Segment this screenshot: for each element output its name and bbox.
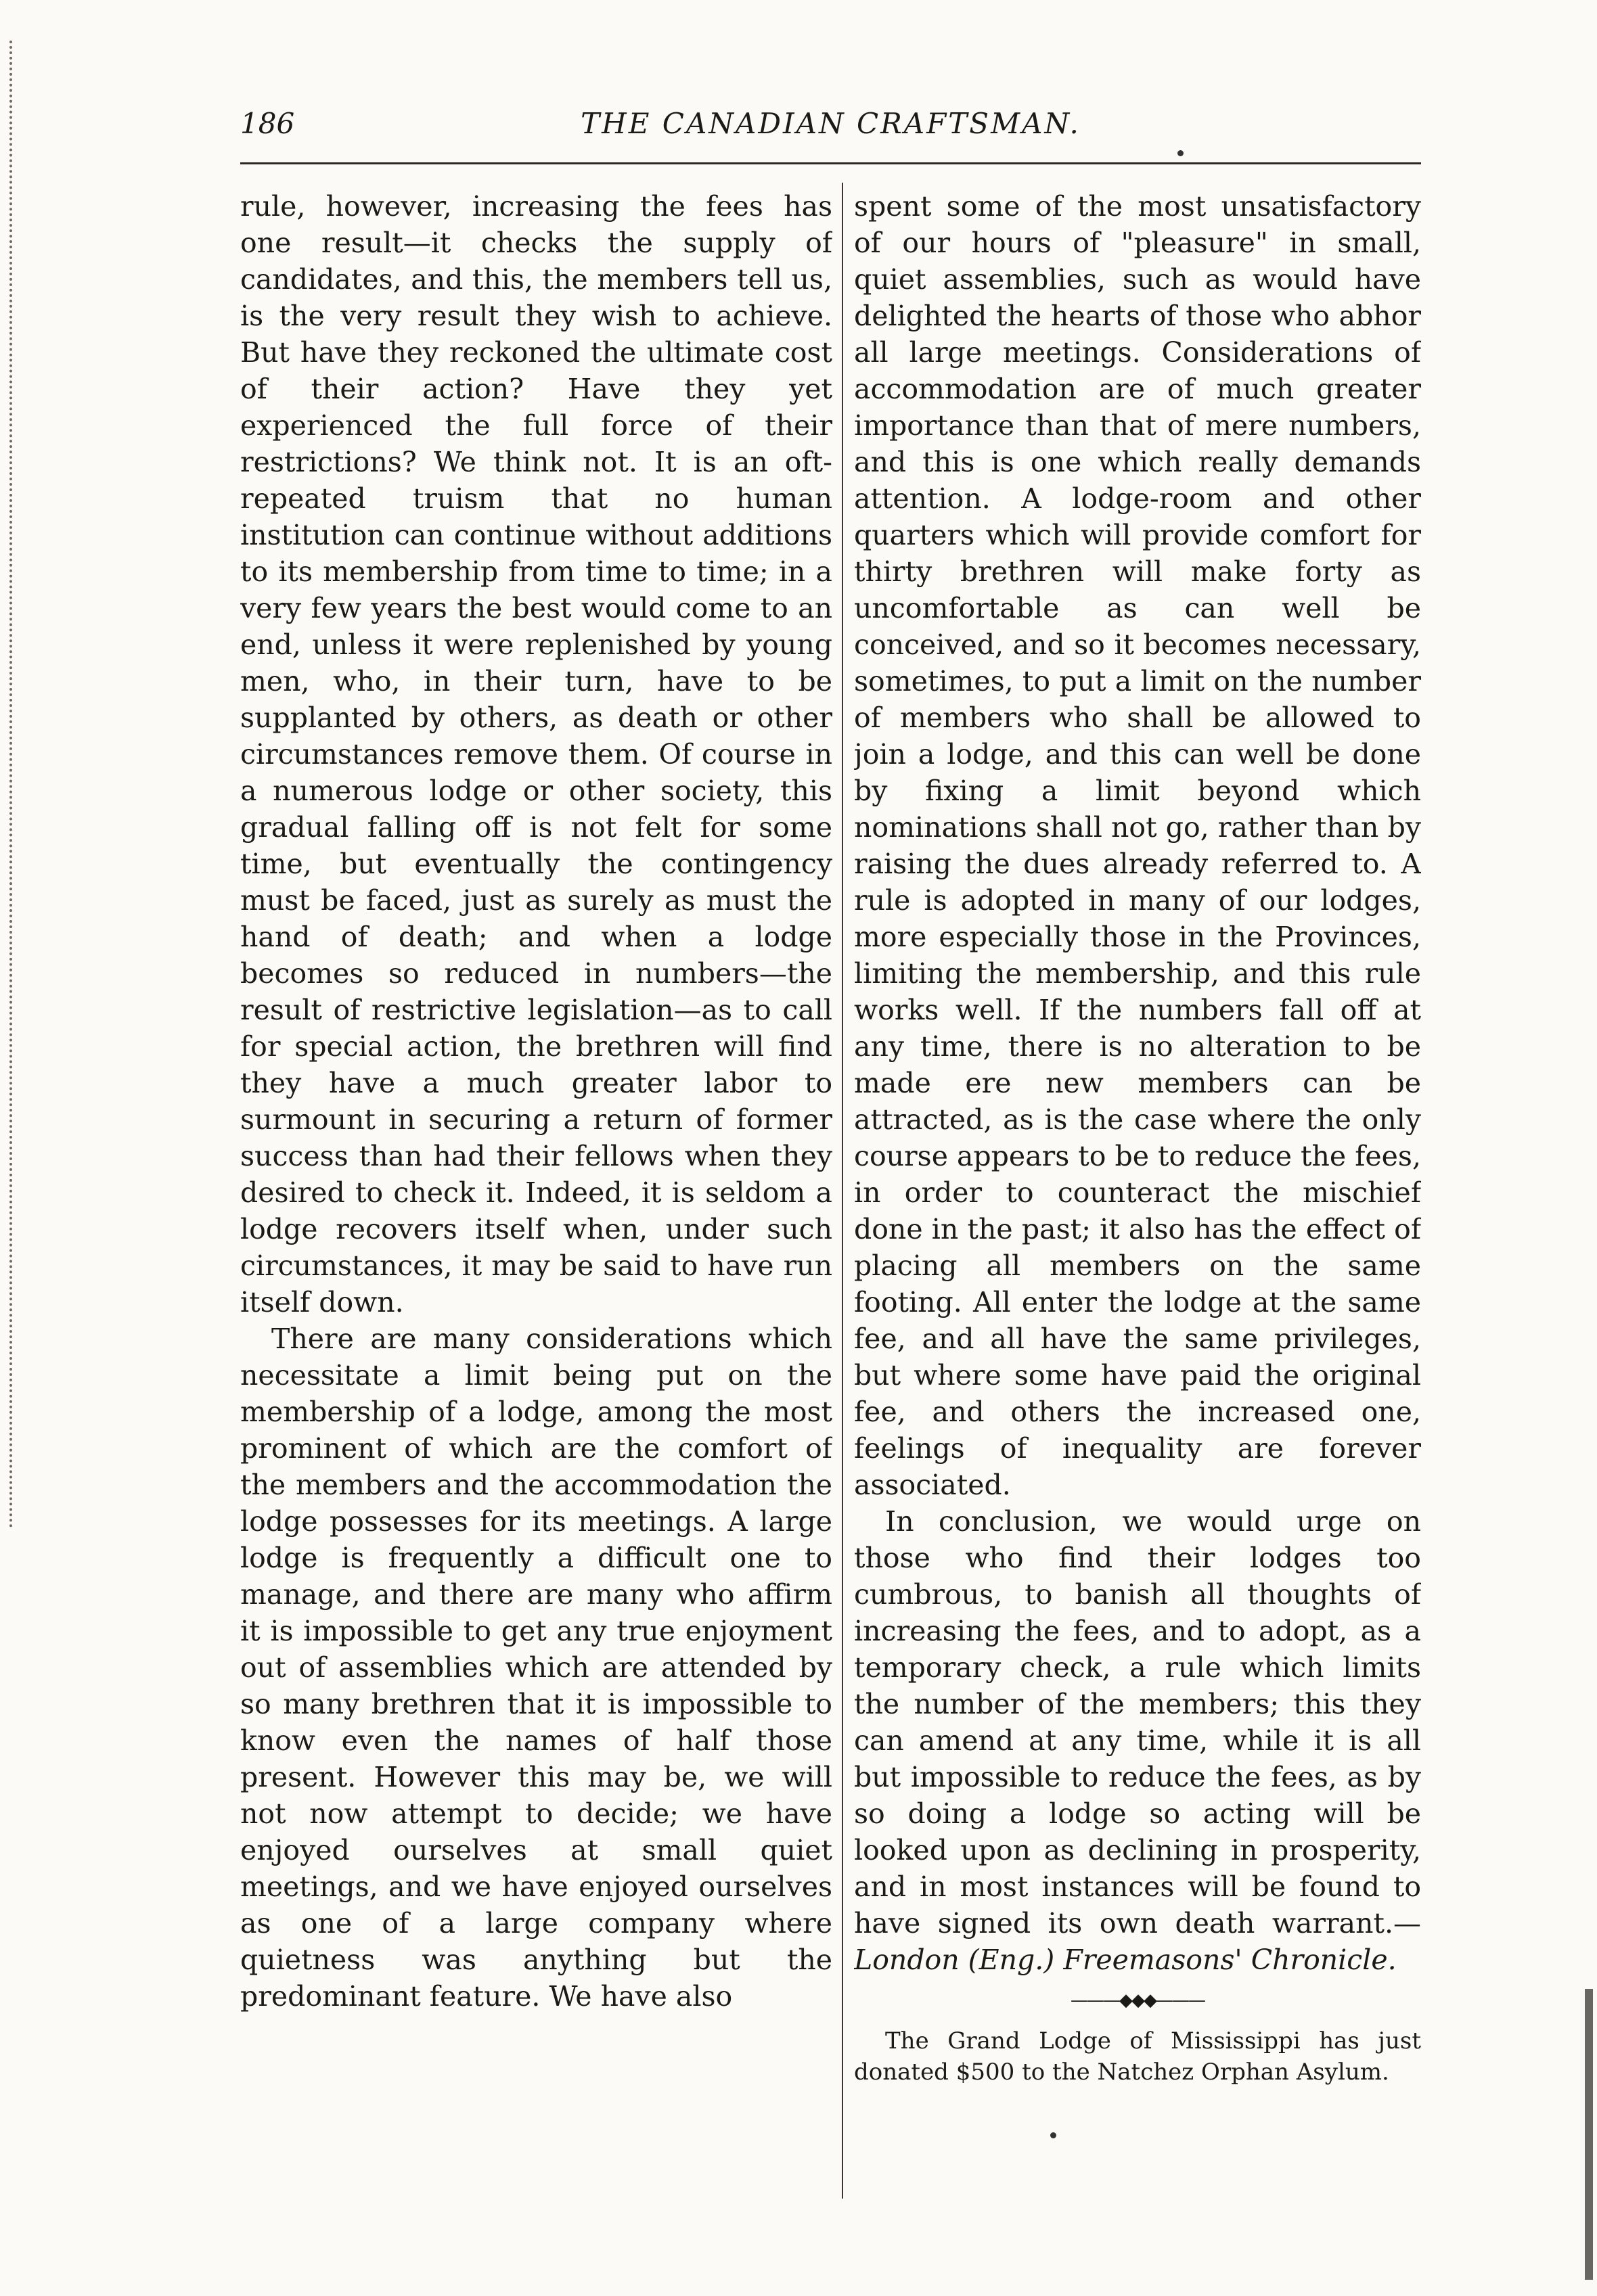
article-paragraph: spent some of the most unsatisfactory of our hours of "pleasure" in small, quiet assemblies, such as would have delighted the hearts of those who abhor all large meetings. Considerations of accommodation are of much greater importance than that of mere numbers, and this is one which really demands attention. A lodge-room and other quarters which will provide comfort for thirty brethren will make forty as uncomfortable as can well be conceived, and so it becomes necessary, sometimes, to put a limit on the number of members who shall be allowed to join a lodge, and this can well be done by fixing a limit beyond which nominations shall not go, rather than by raising the dues already referred to. A rule is adopted in many of our lodges, more especially those in the Provinces, limiting the membership, and this rule works well. If the numbers fall off at any time, there is no alteration to be made ere new members can be attracted, as is the case where the only course appears to be to reduce the fees, in order to counteract the mischief done in the past; it also has the effect of placing all members on the same footing. All enter the lodge at the same fee, and all have the same privileges, but where some have paid the original fee, and others the increased one, feelings of inequality are forever associated. <box>854 190 1421 1501</box>
article-paragraph <box>854 1503 1421 1978</box>
scan-edge-marks <box>9 41 18 1529</box>
running-title: THE CANADIAN CRAFTSMAN. <box>581 107 1081 140</box>
conclusion-text: In conclusion, we would urge on those who find their lodges too cumbrous, to banish all thoughts of increasing the fees, and to adopt, as a temporary check, a rule which limits the number of the members; this they can amend at any time, while it is all but impossible to reduce the fees, as by so doing a lodge so acting will be looked upon as declining in prosperity, and in most instances will be found to have signed its own death warrant.— <box>854 1505 1421 1939</box>
page-header <box>240 107 1421 154</box>
page-number: 186 <box>240 107 295 140</box>
column-divider <box>842 183 843 2199</box>
section-ornament: ———◆◆◆——— <box>1071 1990 1205 2011</box>
news-note: The Grand Lodge of Mississippi has just donated $500 to the Natchez Orphan Asylum. <box>854 2027 1421 2086</box>
header-rule <box>240 162 1421 164</box>
article-paragraph: rule, however, increasing the fees has one result—it checks the supply of candidates, and this, the members tell us, is the very result they wish to achieve. But have they reckoned the ultimate cost of their action? Have they yet experienced the full force of their restrictions? We think not. It is an oft-repeated truism that no human institution can continue without additions to its membership from time to time; in a very few years the best would come to an end, unless it were replenished by young men, who, in their turn, have to be supplanted by others, as death or other circumstances remove them. Of course in a numerous lodge or other society, this gradual falling off is not felt for some time, but eventually the contingency must be faced, just as surely as must the hand of death; and when a lodge becomes so reduced in numbers—the result of restrictive legislation—as to call for special action, the brethren will find they have a much greater labor to surmount in securing a return of former success than had their fellows when they desired to check it. Indeed, it is seldom a lodge recovers itself when, under such circumstances, it may be said to have run itself down. <box>240 190 832 1318</box>
scan-edge-shadow <box>1585 1989 1593 2280</box>
source-citation: London (Eng.) Freemasons' Chronicle. <box>854 1944 1397 1976</box>
right-column <box>854 188 1421 2211</box>
left-column <box>240 188 832 2211</box>
article-paragraph: There are many considerations which necessitate a limit being put on the membership of a lodge, among the most prominent of which are the comfort of the members and the accommodation the lodge possesses for its meetings. A large lodge is frequently a difficult one to manage, and there are many who affirm it is impossible to get any true enjoyment out of assemblies which are attended by so many brethren that it is impossible to know even the names of half those present. However this may be, we will not now attempt to decide; we have enjoyed ourselves at small quiet meetings, and we have enjoyed ourselves as one of a large company where quietness was anything but the predominant feature. We have also <box>240 1323 832 2013</box>
